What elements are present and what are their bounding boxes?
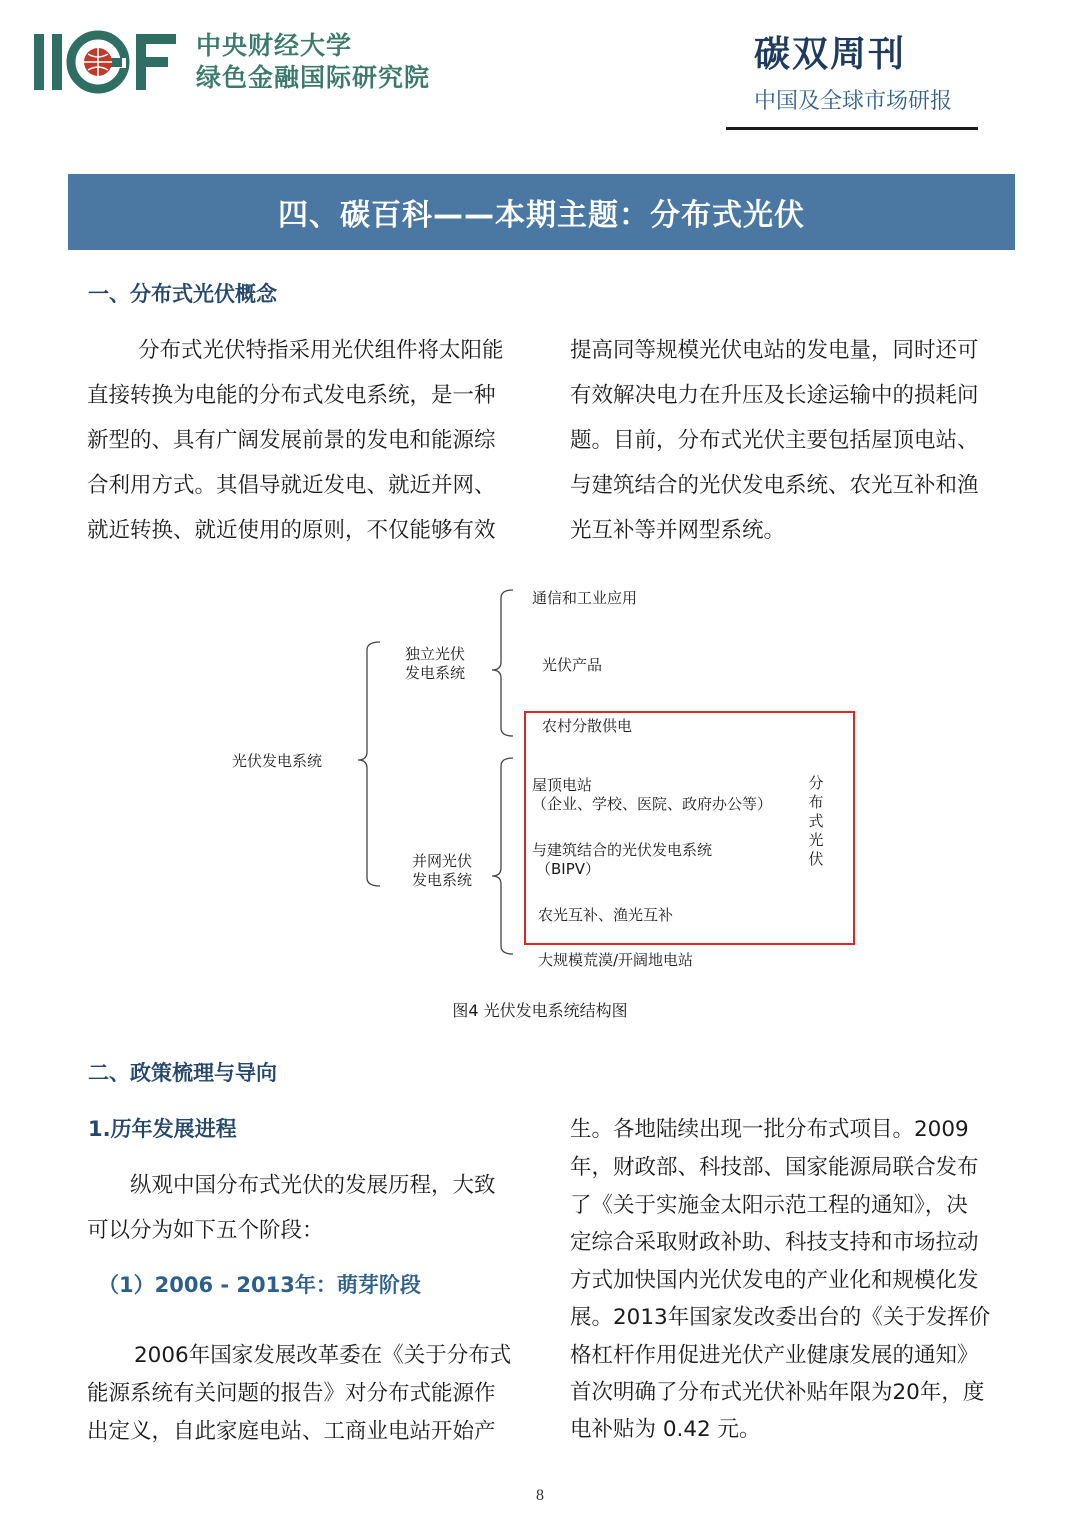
diagram-leaf: 与建筑结合的光伏发电系统: [532, 841, 713, 859]
distributed-pv-vertical-label: [806, 774, 826, 869]
diagram-leaf: 农光互补、渔光互补: [538, 906, 674, 924]
diagram-leaf: 大规模荒漠/开阔地电站: [538, 951, 694, 969]
text-line: 方式加快国内光伏发电的产业化和规模化发: [570, 1268, 979, 1293]
text-line: 展。2013年国家发改委出台的《关于发挥价: [570, 1305, 991, 1330]
vertical-char: 光: [808, 831, 824, 849]
branch1-bracket: [492, 590, 513, 736]
branch-label-line: 并网光伏: [412, 852, 473, 870]
org-line-2: 绿色金融国际研究院: [196, 63, 431, 92]
text-line: 能源系统有关问题的报告》对分布式能源作: [87, 1381, 496, 1406]
diagram-root-label: 光伏发电系统: [232, 752, 323, 770]
diagram-leaf: 屋顶电站: [532, 776, 593, 794]
section2-subtitle: 1.历年发展进程: [88, 1117, 237, 1141]
text-line: 了《关于实施金太阳示范工程的通知》，决: [570, 1193, 968, 1218]
text-line: 有效解决电力在升压及长途运输中的损耗问: [570, 383, 979, 408]
header-rule: [726, 127, 978, 130]
branch-label-line: 发电系统: [412, 871, 473, 889]
vertical-char: 布: [808, 793, 824, 811]
vertical-char: 分: [808, 774, 824, 792]
text-line: 提高同等规模光伏电站的发电量，同时还可: [570, 338, 979, 363]
text-line: 题。目前，分布式光伏主要包括屋顶电站、: [570, 428, 979, 453]
text-line: 光互补等并网型系统。: [570, 518, 786, 543]
section-banner: 四、碳百科——本期主题：分布式光伏: [68, 174, 1015, 250]
vertical-char: 式: [808, 812, 824, 830]
iigf-logo: [32, 30, 182, 94]
diagram-leaf: （企业、学校、医院、政府办公等）: [532, 795, 773, 813]
section2-title: 二、政策梳理与导向: [88, 1061, 277, 1085]
diagram-branch-standalone: [405, 645, 465, 683]
pv-system-structure-diagram: [220, 580, 880, 975]
branch-label-line: 发电系统: [405, 664, 466, 682]
text-line: 电补贴为 0.42 元。: [570, 1417, 761, 1442]
text-line: 格杠杆作用促进光伏产业健康发展的通知》: [570, 1343, 979, 1368]
diagram-leaf: 通信和工业应用: [532, 589, 638, 607]
page-number: 8: [536, 1487, 544, 1504]
text-line: 2006年国家发展改革委在《关于分布式: [134, 1343, 512, 1368]
diagram-leaf: （BIPV）: [536, 860, 601, 878]
text-line: 首次明确了分布式光伏补贴年限为20年，度: [570, 1380, 985, 1405]
text-line: 出定义，自此家庭电站、工商业电站开始产: [87, 1419, 496, 1444]
text-line: 可以分为如下五个阶段：: [87, 1218, 324, 1243]
text-line: 年，财政部、科技部、国家能源局联合发布: [570, 1155, 979, 1180]
figure-caption: 图4 光伏发电系统结构图: [452, 1001, 628, 1020]
text-line: 纵观中国分布式光伏的发展历程，大致: [130, 1173, 496, 1198]
stage-heading: （1）2006 - 2013年：萌芽阶段: [98, 1273, 421, 1297]
text-line: 生。各地陆续出现一批分布式项目。2009: [570, 1117, 969, 1142]
text-line: 合利用方式。其倡导就近发电、就近并网、: [87, 473, 496, 498]
text-line: 分布式光伏特指采用光伏组件将太阳能: [138, 338, 504, 363]
organization-name: [196, 30, 430, 94]
vertical-char: 伏: [808, 850, 824, 868]
branch2-bracket: [492, 758, 513, 954]
text-line: 直接转换为电能的分布式发电系统，是一种: [87, 383, 496, 408]
magazine-subtitle: 中国及全球市场研报: [754, 89, 953, 114]
text-line: 与建筑结合的光伏发电系统、农光互补和渔: [570, 473, 979, 498]
branch-label-line: 独立光伏: [405, 645, 466, 663]
root-bracket: [358, 642, 380, 886]
text-line: 定综合采取财政补助、科技支持和市场拉动: [570, 1230, 979, 1255]
diagram-branch-grid-connected: [412, 852, 472, 890]
text-line: 新型的、具有广阔发展前景的发电和能源综: [87, 428, 496, 453]
org-line-1: 中央财经大学: [196, 31, 353, 60]
diagram-leaf: 农村分散供电: [542, 717, 633, 735]
section1-title: 一、分布式光伏概念: [88, 282, 277, 306]
diagram-leaf: 光伏产品: [542, 656, 603, 674]
text-line: 就近转换、就近使用的原则，不仅能够有效: [87, 518, 496, 543]
magazine-title: 碳双周刊: [754, 34, 907, 75]
